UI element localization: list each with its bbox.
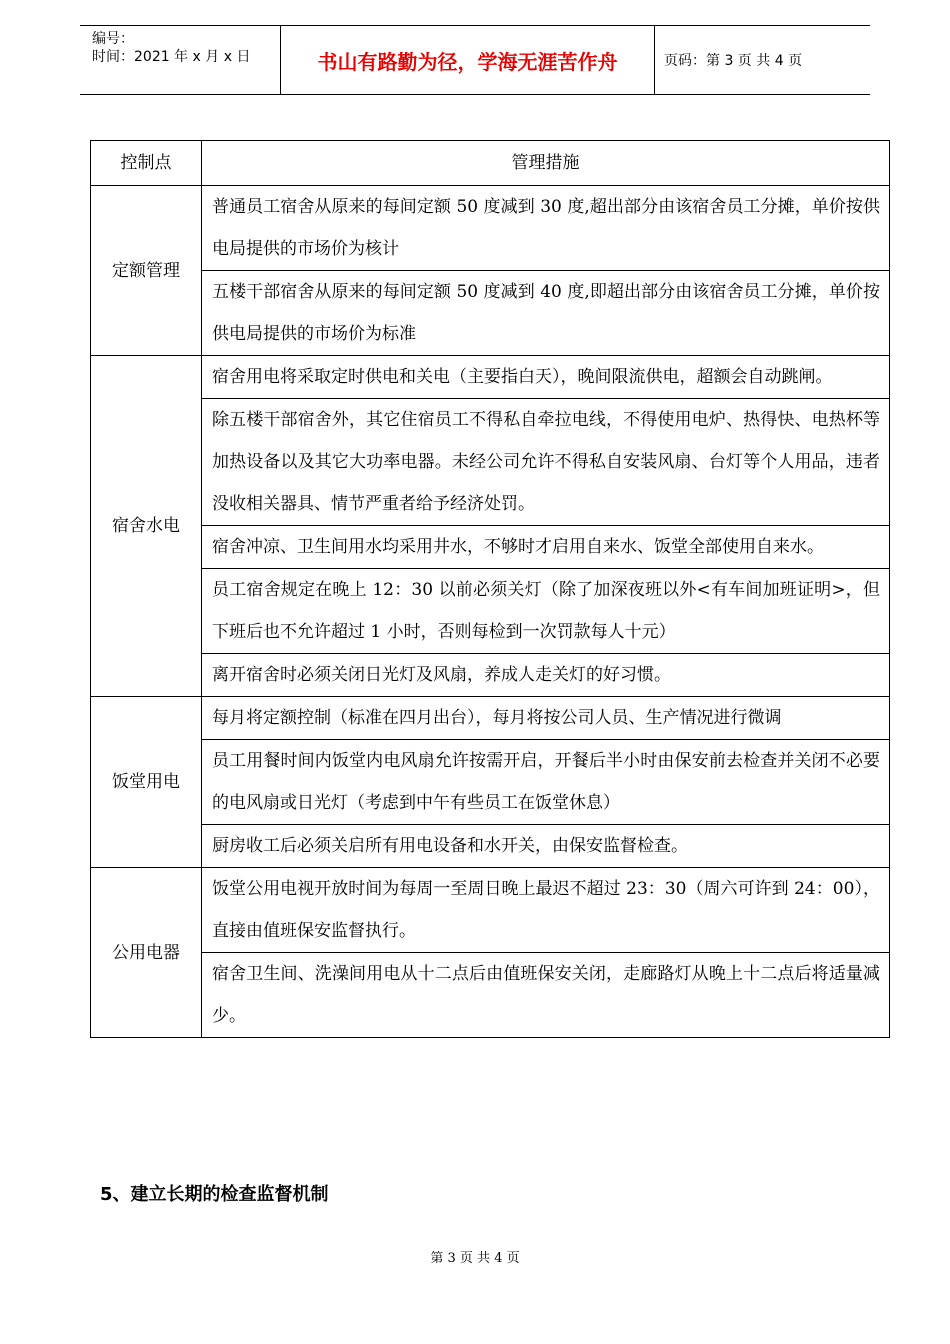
col-header-measures: 管理措施 (202, 141, 890, 186)
table-row (91, 526, 890, 569)
table-row (91, 186, 890, 271)
header-motto: 书山有路勤为径，学海无涯苦作舟 (281, 26, 655, 94)
category-cell: 宿舍水电 (91, 356, 202, 697)
header-number-label: 编号： (92, 31, 134, 47)
header-time-label: 时间：2021 年 x 月 x 日 (92, 49, 251, 65)
table-row (91, 356, 890, 399)
measure-cell: 除五楼干部宿舍外，其它住宿员工不得私自牵拉电线，不得使用电炉、热得快、电热杯等加热设备以及其它大功率电器。未经公司允许不得私自安装风扇、台灯等个人用品，违者没收相关器具、情节严重者给予经济处罚。 (202, 399, 890, 526)
table-row (91, 953, 890, 1038)
table-row (91, 271, 890, 356)
measure-cell: 五楼干部宿舍从原来的每间定额 50 度减到 40 度,即超出部分由该宿舍员工分摊，单价按供电局提供的市场价为标准 (202, 271, 890, 356)
header-meta (80, 26, 281, 94)
table-row (91, 697, 890, 740)
measure-cell: 员工宿舍规定在晚上 12：30 以前必须关灯（除了加深夜班以外<有车间加班证明>，但下班后也不允许超过 1 小时，否则每检到一次罚款每人十元） (202, 569, 890, 654)
col-header-control-point: 控制点 (91, 141, 202, 186)
category-cell: 公用电器 (91, 868, 202, 1038)
measure-cell: 宿舍用电将采取定时供电和关电（主要指白天），晚间限流供电，超额会自动跳闸。 (202, 356, 890, 399)
category-cell: 定额管理 (91, 186, 202, 356)
page-footer: 第 3 页 共 4 页 (430, 1251, 520, 1266)
measure-cell: 饭堂公用电视开放时间为每周一至周日晚上最迟不超过 23：30（周六可许到 24：00），直接由值班保安监督执行。 (202, 868, 890, 953)
measure-cell: 宿舍冲凉、卫生间用水均采用井水，不够时才启用自来水、饭堂全部使用自来水。 (202, 526, 890, 569)
measure-cell: 员工用餐时间内饭堂内电风扇允许按需开启，开餐后半小时由保安前去检查并关闭不必要的电风扇或日光灯（考虑到中午有些员工在饭堂休息） (202, 740, 890, 825)
table-row (91, 868, 890, 953)
measure-cell: 每月将定额控制（标准在四月出台），每月将按公司人员、生产情况进行微调 (202, 697, 890, 740)
table-row (91, 740, 890, 825)
table-row (91, 654, 890, 697)
measure-cell: 离开宿舍时必须关闭日光灯及风扇，养成人走关灯的好习惯。 (202, 654, 890, 697)
measure-cell: 厨房收工后必须关启所有用电设备和水开关，由保安监督检查。 (202, 825, 890, 868)
table-row (91, 399, 890, 526)
measure-cell: 普通员工宿舍从原来的每间定额 50 度减到 30 度,超出部分由该宿舍员工分摊，单价按供电局提供的市场价为核计 (202, 186, 890, 271)
header-page-info: 页码：第 3 页 共 4 页 (664, 53, 803, 69)
table-row (91, 825, 890, 868)
table-row (91, 569, 890, 654)
page-header (80, 25, 870, 95)
measure-cell: 宿舍卫生间、洗澡间用电从十二点后由值班保安关闭，走廊路灯从晚上十二点后将适量减少。 (202, 953, 890, 1038)
table-header-row (91, 141, 890, 186)
measures-table (90, 140, 890, 1038)
section-title: 5、建立长期的检查监督机制 (100, 1184, 329, 1205)
category-cell: 饭堂用电 (91, 697, 202, 868)
